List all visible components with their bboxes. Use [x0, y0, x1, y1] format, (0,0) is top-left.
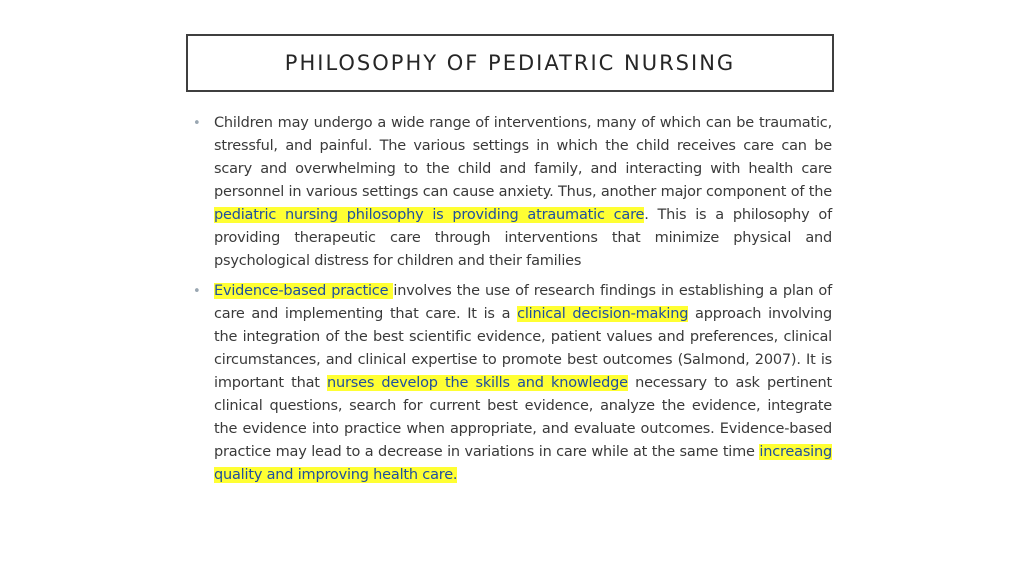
- text-segment: approach involving the integration of the best scientific evidence, patient values and preferences, clinical circumstances, and clinical expertise to promote best outcomes (Salmond, 2007). It is important that: [214, 306, 832, 391]
- text-segment: necessary to ask pertinent clinical questions, search for current best evidence, analyze the evidence, integrate the evidence into practice when appropriate, and evaluate outcomes. Evidence-based practice may lead to a decrease in variations in care while at the same time: [214, 375, 832, 460]
- bullet-marker: •: [193, 284, 201, 299]
- bullet-evidence-based-practice: [190, 280, 832, 487]
- highlight-skills-knowledge: nurses develop the skills and knowledge: [327, 375, 628, 391]
- highlight-clinical-decision-making: clinical decision-making: [517, 306, 689, 322]
- bullet-atraumatic-care: [190, 112, 832, 273]
- highlight-evidence-based-practice: Evidence-based practice: [214, 283, 394, 299]
- highlight-atraumatic-care: pediatric nursing philosophy is providing atraumatic care: [214, 207, 645, 223]
- text-segment: Children may undergo a wide range of interventions, many of which can be traumatic, stressful, and painful. The various settings in which the child receives care can be scary and overwhelming to the child and family, and interacting with health care personnel in various settings can cause anxiety. Thus, another major component of the: [214, 115, 832, 200]
- bullet-paragraph: [214, 280, 832, 487]
- slide-title: PHILOSOPHY OF PEDIATRIC NURSING: [284, 51, 736, 75]
- text-segment: involves the use of research findings in establishing a plan of care and implementing that care. It is a: [214, 283, 832, 322]
- title-box: [186, 34, 834, 92]
- text-segment: . This is a philosophy of providing therapeutic care through interventions that minimize physical and psychological distress for children and their families: [214, 207, 833, 269]
- bullet-paragraph: [214, 112, 832, 273]
- slide-content: [190, 112, 832, 494]
- bullet-marker: •: [193, 116, 201, 131]
- highlight-quality-health-care: increasing quality and improving health care.: [214, 444, 832, 483]
